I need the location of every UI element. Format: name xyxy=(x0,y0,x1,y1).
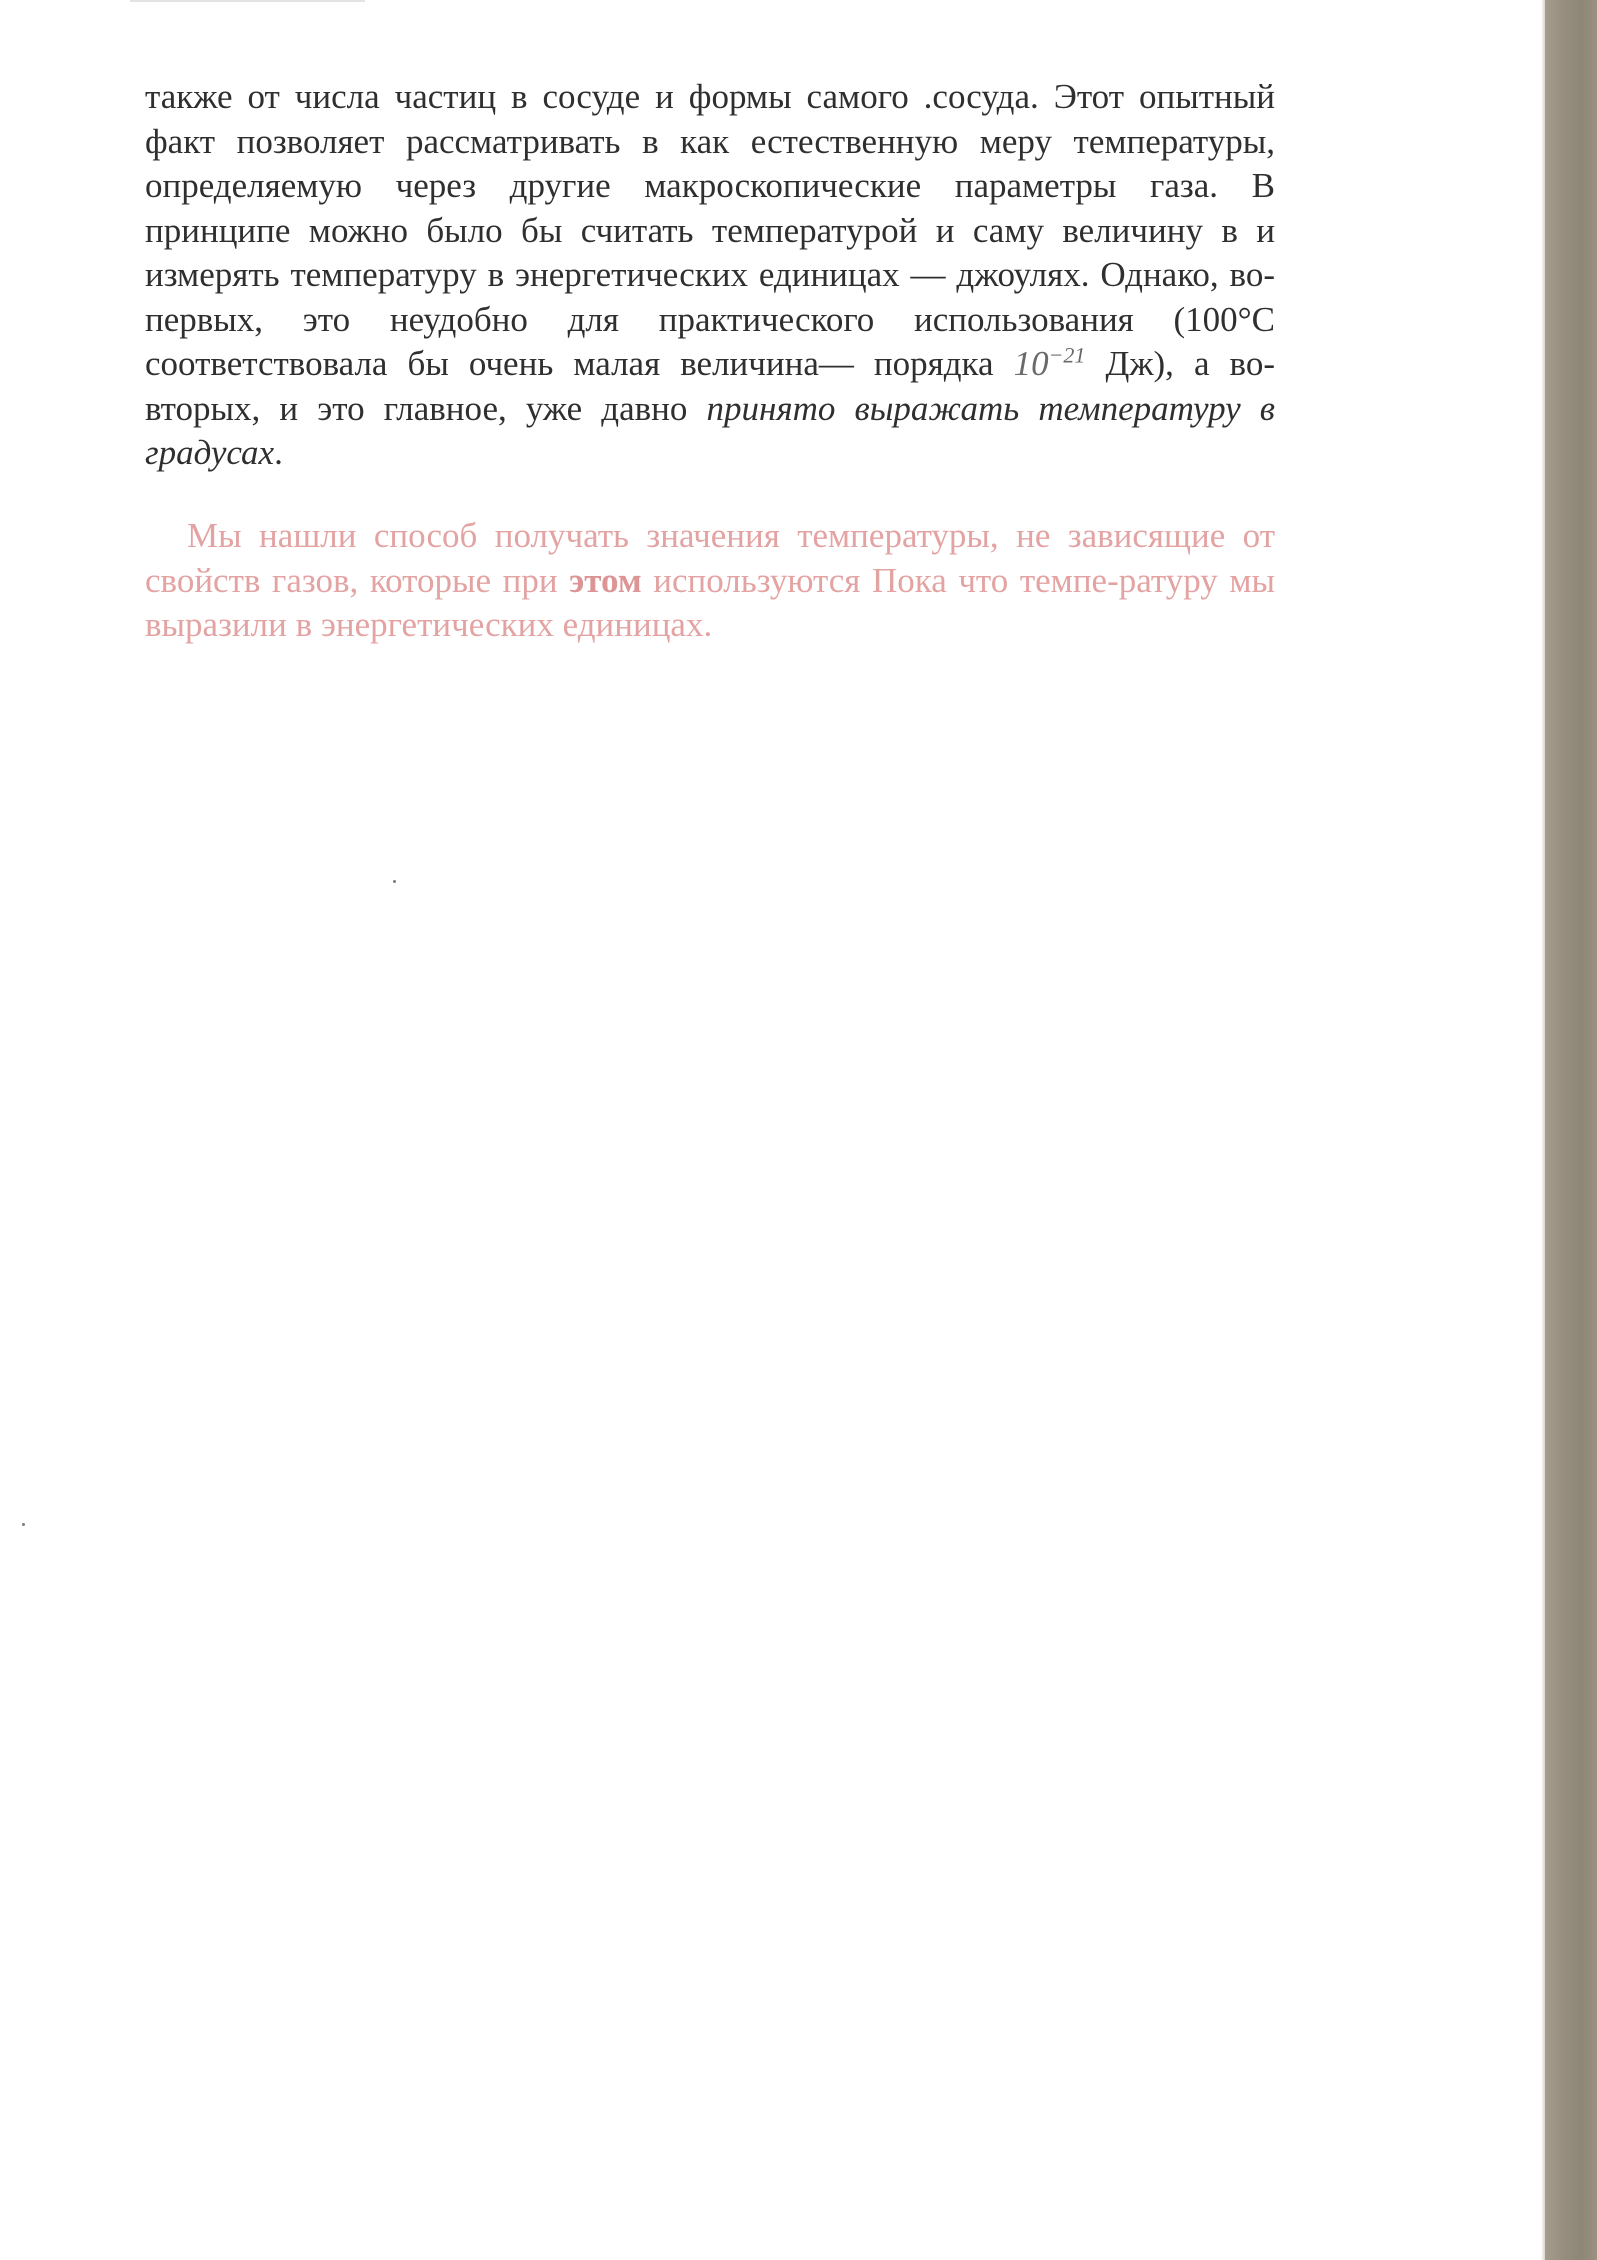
highlighted-text-end: используются Пока что темпе-ратуру мы выразили в энергетических единицах. xyxy=(145,560,1275,644)
highlighted-paragraph xyxy=(145,514,1275,648)
scan-artifact-line xyxy=(130,0,365,2)
scan-speck xyxy=(22,1523,25,1526)
scan-speck xyxy=(393,880,396,883)
italic-phrase: принято выражать температуру в градусах xyxy=(145,388,1275,472)
bold-word: этом xyxy=(569,560,642,600)
highlighted-text-start: Мы нашли способ получать значения температуры, не зависящие от свойств газов, которые при xyxy=(145,516,1275,600)
paragraph-text-end: . xyxy=(274,433,283,472)
power-exponent: −21 xyxy=(1048,342,1086,368)
paragraph-text-start: также от числа частиц в сосуде и формы самого .сосуда. Этот опытный факт позволяет рассматривать в как естественную меру температуры, определяемую через другие макроскопические параметры газа. В принципе можно было бы считать температурой и саму величину в и измерять температуру в энергетических единицах — джоулях. Однако, во-первых, это неудобно для практического использования (100°С соответствовала бы очень малая величина— порядка xyxy=(145,77,1275,383)
scanner-edge-shadow xyxy=(1545,0,1597,2260)
power-of-ten xyxy=(1014,344,1086,383)
paragraph-text-middle: Дж), а во-вторых, и это главное, уже давно xyxy=(145,344,1275,428)
power-base: 10 xyxy=(1013,344,1049,383)
body-paragraph xyxy=(145,75,1275,476)
